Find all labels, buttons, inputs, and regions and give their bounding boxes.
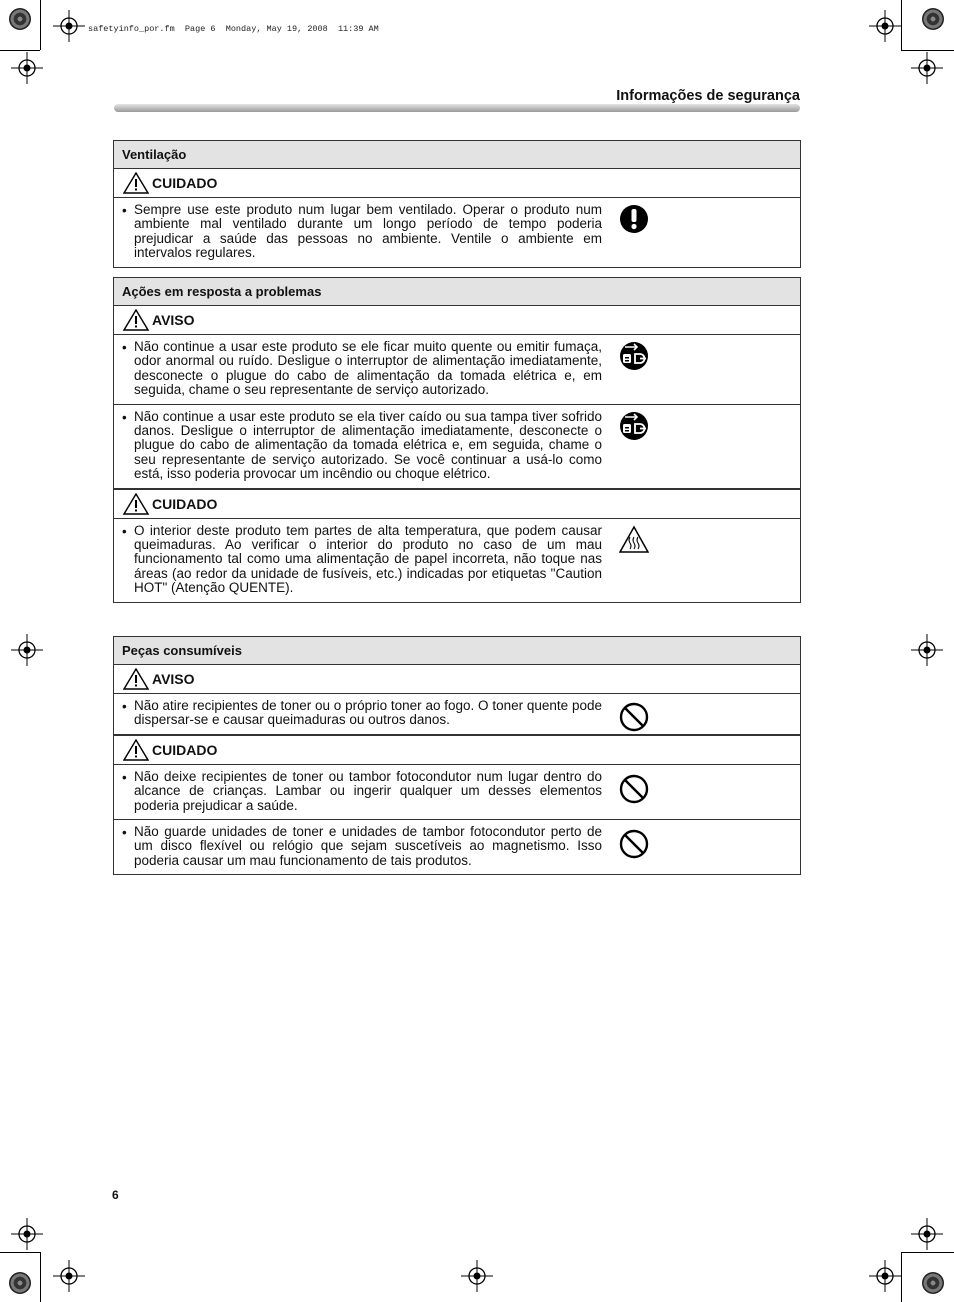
registration-mark-icon	[53, 10, 85, 42]
safety-item	[114, 335, 800, 405]
unplug-icon	[619, 341, 649, 371]
caution-level-heading	[114, 489, 800, 519]
title-rule	[114, 104, 800, 112]
bullet: •	[122, 409, 127, 425]
bullet: •	[122, 825, 127, 841]
level-label: CUIDADO	[152, 741, 218, 758]
crop-mark	[901, 1252, 902, 1302]
bullet: •	[122, 523, 127, 539]
bullet: •	[122, 203, 127, 218]
prohibited-icon	[619, 829, 649, 859]
safety-item	[114, 694, 800, 735]
crop-mark	[40, 1252, 41, 1302]
safety-table-ventilation	[113, 140, 801, 268]
warning-triangle-icon	[123, 493, 149, 515]
color-disc-bottom-right	[922, 1272, 944, 1294]
safety-item-text: Não atire recipientes de toner ou o próprio toner ao fogo. O toner quente pode dispersar-se e causar queimaduras ou outros danos.	[134, 698, 602, 728]
registration-mark-icon	[869, 10, 901, 42]
color-disc-top-right	[922, 8, 944, 30]
safety-item	[114, 820, 800, 874]
level-label: AVISO	[152, 671, 195, 687]
safety-item-text: Não continue a usar este produto se ela tiver caído ou sua tampa tiver sofrido danos. Desligue o interruptor de alimentação imediatamente, desconecte o plugue do cabo de alimentação da tomada elétrica e, em seguida, chame o seu representante de serviço autorizado. Se você continuar a usá-lo como está, isso poderia provocar um incêndio ou choque elétrico.	[134, 408, 602, 482]
safety-item	[114, 198, 800, 267]
crop-mark	[901, 50, 954, 51]
safety-item-text: O interior deste produto tem partes de alta temperatura, que podem causar queimaduras. Ao verificar o interior do produto no caso de um mau funcionamento tal como uma alimentação de papel incorreta, não toque nas áreas (ao redor da unidade de fusíveis, etc.) indicadas por etiquetas "Caution HOT" (Atenção QUENTE).	[134, 522, 602, 596]
color-disc-top-left	[9, 8, 31, 30]
table-title: Ventilação	[114, 141, 800, 169]
safety-item-text: Sempre use este produto num lugar bem ventilado. Operar o produto num ambiente mal ventilado durante um longo período de tempo poderia prejudicar a saúde das pessoas no ambiente. Ventile o ambiente em intervalos regulares.	[134, 202, 602, 261]
bullet: •	[122, 340, 127, 355]
mandatory-exclamation-icon	[619, 204, 649, 234]
safety-item	[114, 519, 800, 602]
safety-item	[114, 405, 800, 489]
registration-mark-icon	[11, 52, 43, 84]
crop-mark	[0, 1252, 40, 1253]
bullet: •	[122, 769, 127, 785]
color-disc-bottom-left	[9, 1272, 31, 1294]
safety-item	[114, 765, 800, 820]
bullet: •	[122, 699, 127, 714]
registration-mark-icon	[911, 52, 943, 84]
level-label: CUIDADO	[152, 175, 218, 191]
table-title: Peças consumíveis	[114, 637, 800, 665]
section-title: Informações de segurança	[616, 88, 800, 104]
level-label: CUIDADO	[152, 495, 218, 512]
registration-mark-icon	[11, 1218, 43, 1250]
registration-mark-icon	[461, 1260, 493, 1292]
registration-mark-icon	[53, 1260, 85, 1292]
level-label: AVISO	[152, 312, 195, 328]
caution-level-heading	[114, 169, 800, 198]
crop-mark	[901, 1252, 954, 1253]
safety-item-text: Não guarde unidades de toner e unidades de tambor fotocondutor perto de um disco flexível ou relógio que sejam suscetíveis ao magnetismo. Isso poderia causar um mau funcionamento de tais produtos.	[134, 824, 602, 868]
registration-mark-icon	[11, 634, 43, 666]
warning-level-heading	[114, 665, 800, 694]
prohibited-icon	[619, 702, 649, 732]
warning-triangle-icon	[123, 309, 149, 331]
warning-triangle-icon	[123, 668, 149, 690]
safety-table-problem-response	[113, 277, 801, 603]
hot-surface-icon	[619, 525, 649, 555]
safety-item-text: Não deixe recipientes de toner ou tambor fotocondutor num lugar dentro do alcance de crianças. Lambar ou ingerir qualquer um desses elementos poderia prejudicar a saúde.	[134, 768, 602, 813]
warning-triangle-icon	[123, 739, 149, 761]
safety-item-text: Não continue a usar este produto se ele ficar muito quente ou emitir fumaça, odor anormal ou ruído. Desligue o interruptor de alimentação imediatamente, desconecte o plugue do cabo de alimentação da tomada elétrica e, em seguida, chame o seu representante de serviço autorizado.	[134, 339, 602, 398]
crop-mark	[901, 0, 902, 50]
caution-level-heading	[114, 735, 800, 765]
registration-mark-icon	[911, 1218, 943, 1250]
page-number: 6	[112, 1188, 119, 1202]
table-title: Ações em resposta a problemas	[114, 278, 800, 306]
registration-mark-icon	[869, 1260, 901, 1292]
registration-mark-icon	[911, 634, 943, 666]
unplug-icon	[619, 411, 649, 441]
file-header: safetyinfo_por.fm Page 6 Monday, May 19, 2008 11:39 AM	[88, 24, 379, 34]
warning-level-heading	[114, 306, 800, 335]
crop-mark	[40, 0, 41, 50]
prohibited-icon	[619, 774, 649, 804]
crop-mark	[0, 50, 40, 51]
safety-table-consumables	[113, 636, 801, 875]
warning-triangle-icon	[123, 172, 149, 194]
